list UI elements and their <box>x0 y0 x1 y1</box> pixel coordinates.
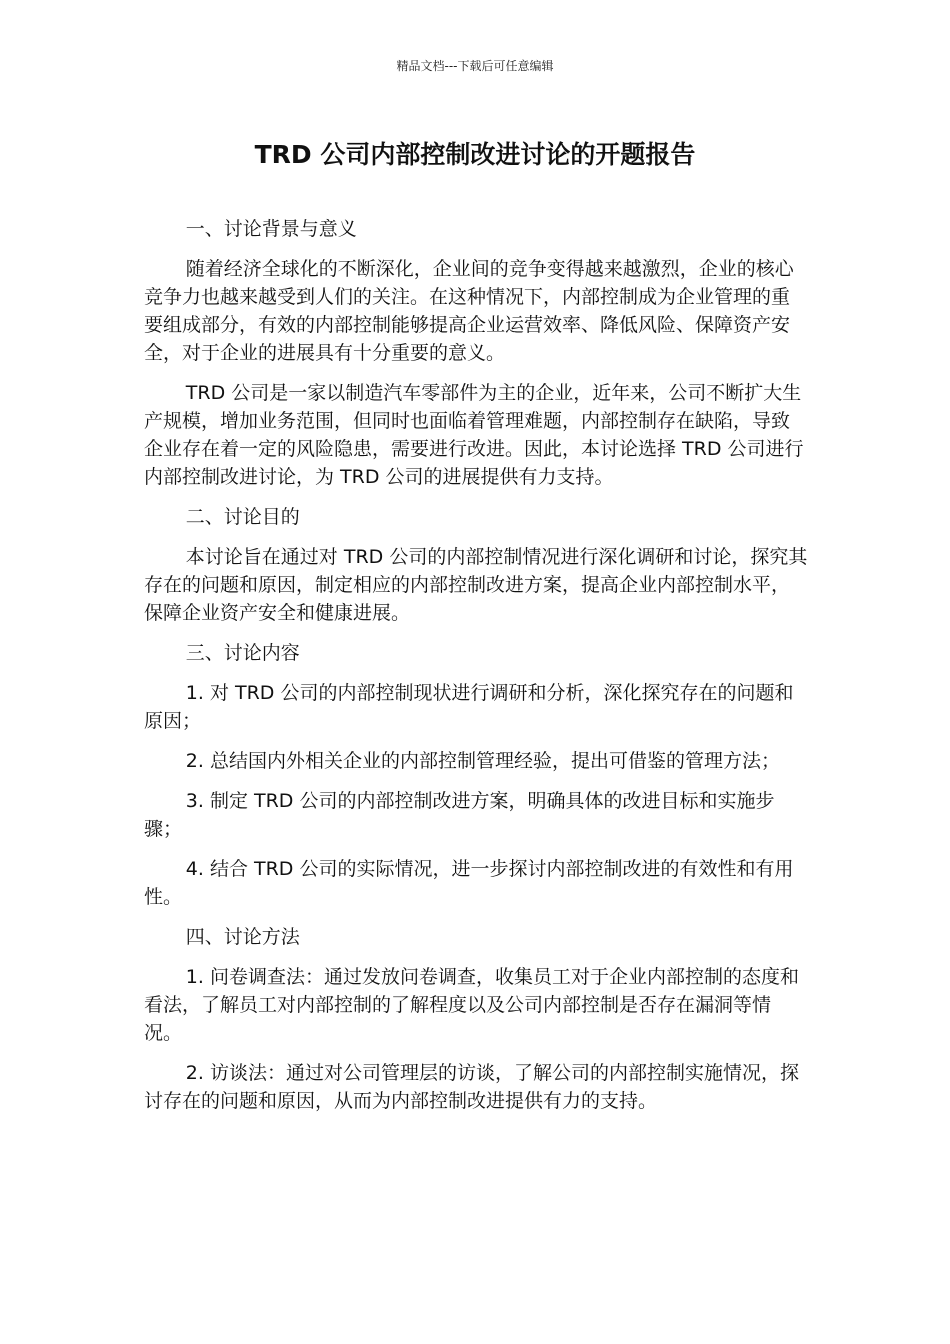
section-heading-content: 三、讨论内容 <box>185 642 300 664</box>
paragraph: 本讨论旨在通过对 TRD 公司的内部控制情况进行深化调研和讨论，探究其存在的问题和原因，制定相应的内部控制改进方案，提高企业内部控制水平，保障企业资产安全和健康进展。 <box>144 546 808 624</box>
list-item: 3. 制定 TRD 公司的内部控制改进方案，明确具体的改进目标和实施步骤； <box>144 790 775 840</box>
paragraph: TRD 公司是一家以制造汽车零部件为主的企业，近年来，公司不断扩大生产规模，增加业务范围，但同时也面临着管理难题，内部控制存在缺陷，导致企业存在着一定的风险隐患，需要进行改进。因此，本讨论选择 TRD 公司进行内部控制改进讨论，为 TRD 公司的进展提供有力支持。 <box>144 382 804 488</box>
list-item: 2. 总结国内外相关企业的内部控制管理经验，提出可借鉴的管理方法； <box>185 750 780 772</box>
header-note: 精品文档---下载后可任意编辑 <box>396 59 554 73</box>
section-heading-method: 四、讨论方法 <box>185 926 300 948</box>
section-heading-background: 一、讨论背景与意义 <box>185 218 357 240</box>
page-title: TRD 公司内部控制改进讨论的开题报告 <box>254 140 696 169</box>
section-heading-purpose: 二、讨论目的 <box>185 506 300 528</box>
list-item: 2. 访谈法：通过对公司管理层的访谈，了解公司的内部控制实施情况，探讨存在的问题和原因，从而为内部控制改进提供有力的支持。 <box>144 1062 799 1112</box>
list-item: 1. 对 TRD 公司的内部控制现状进行调研和分析，深化探究存在的问题和原因； <box>144 682 794 732</box>
document-body <box>144 215 808 1127</box>
paragraph: 随着经济全球化的不断深化，企业间的竞争变得越来越激烈，企业的核心竞争力也越来越受到人们的关注。在这种情况下，内部控制成为企业管理的重要组成部分，有效的内部控制能够提高企业运营效率、降低风险、保障资产安全，对于企业的进展具有十分重要的意义。 <box>144 258 794 364</box>
list-item: 1. 问卷调查法：通过发放问卷调查，收集员工对于企业内部控制的态度和看法，了解员工对内部控制的了解程度以及公司内部控制是否存在漏洞等情况。 <box>144 966 799 1044</box>
list-item: 4. 结合 TRD 公司的实际情况，进一步探讨内部控制改进的有效性和有用性。 <box>144 858 794 908</box>
